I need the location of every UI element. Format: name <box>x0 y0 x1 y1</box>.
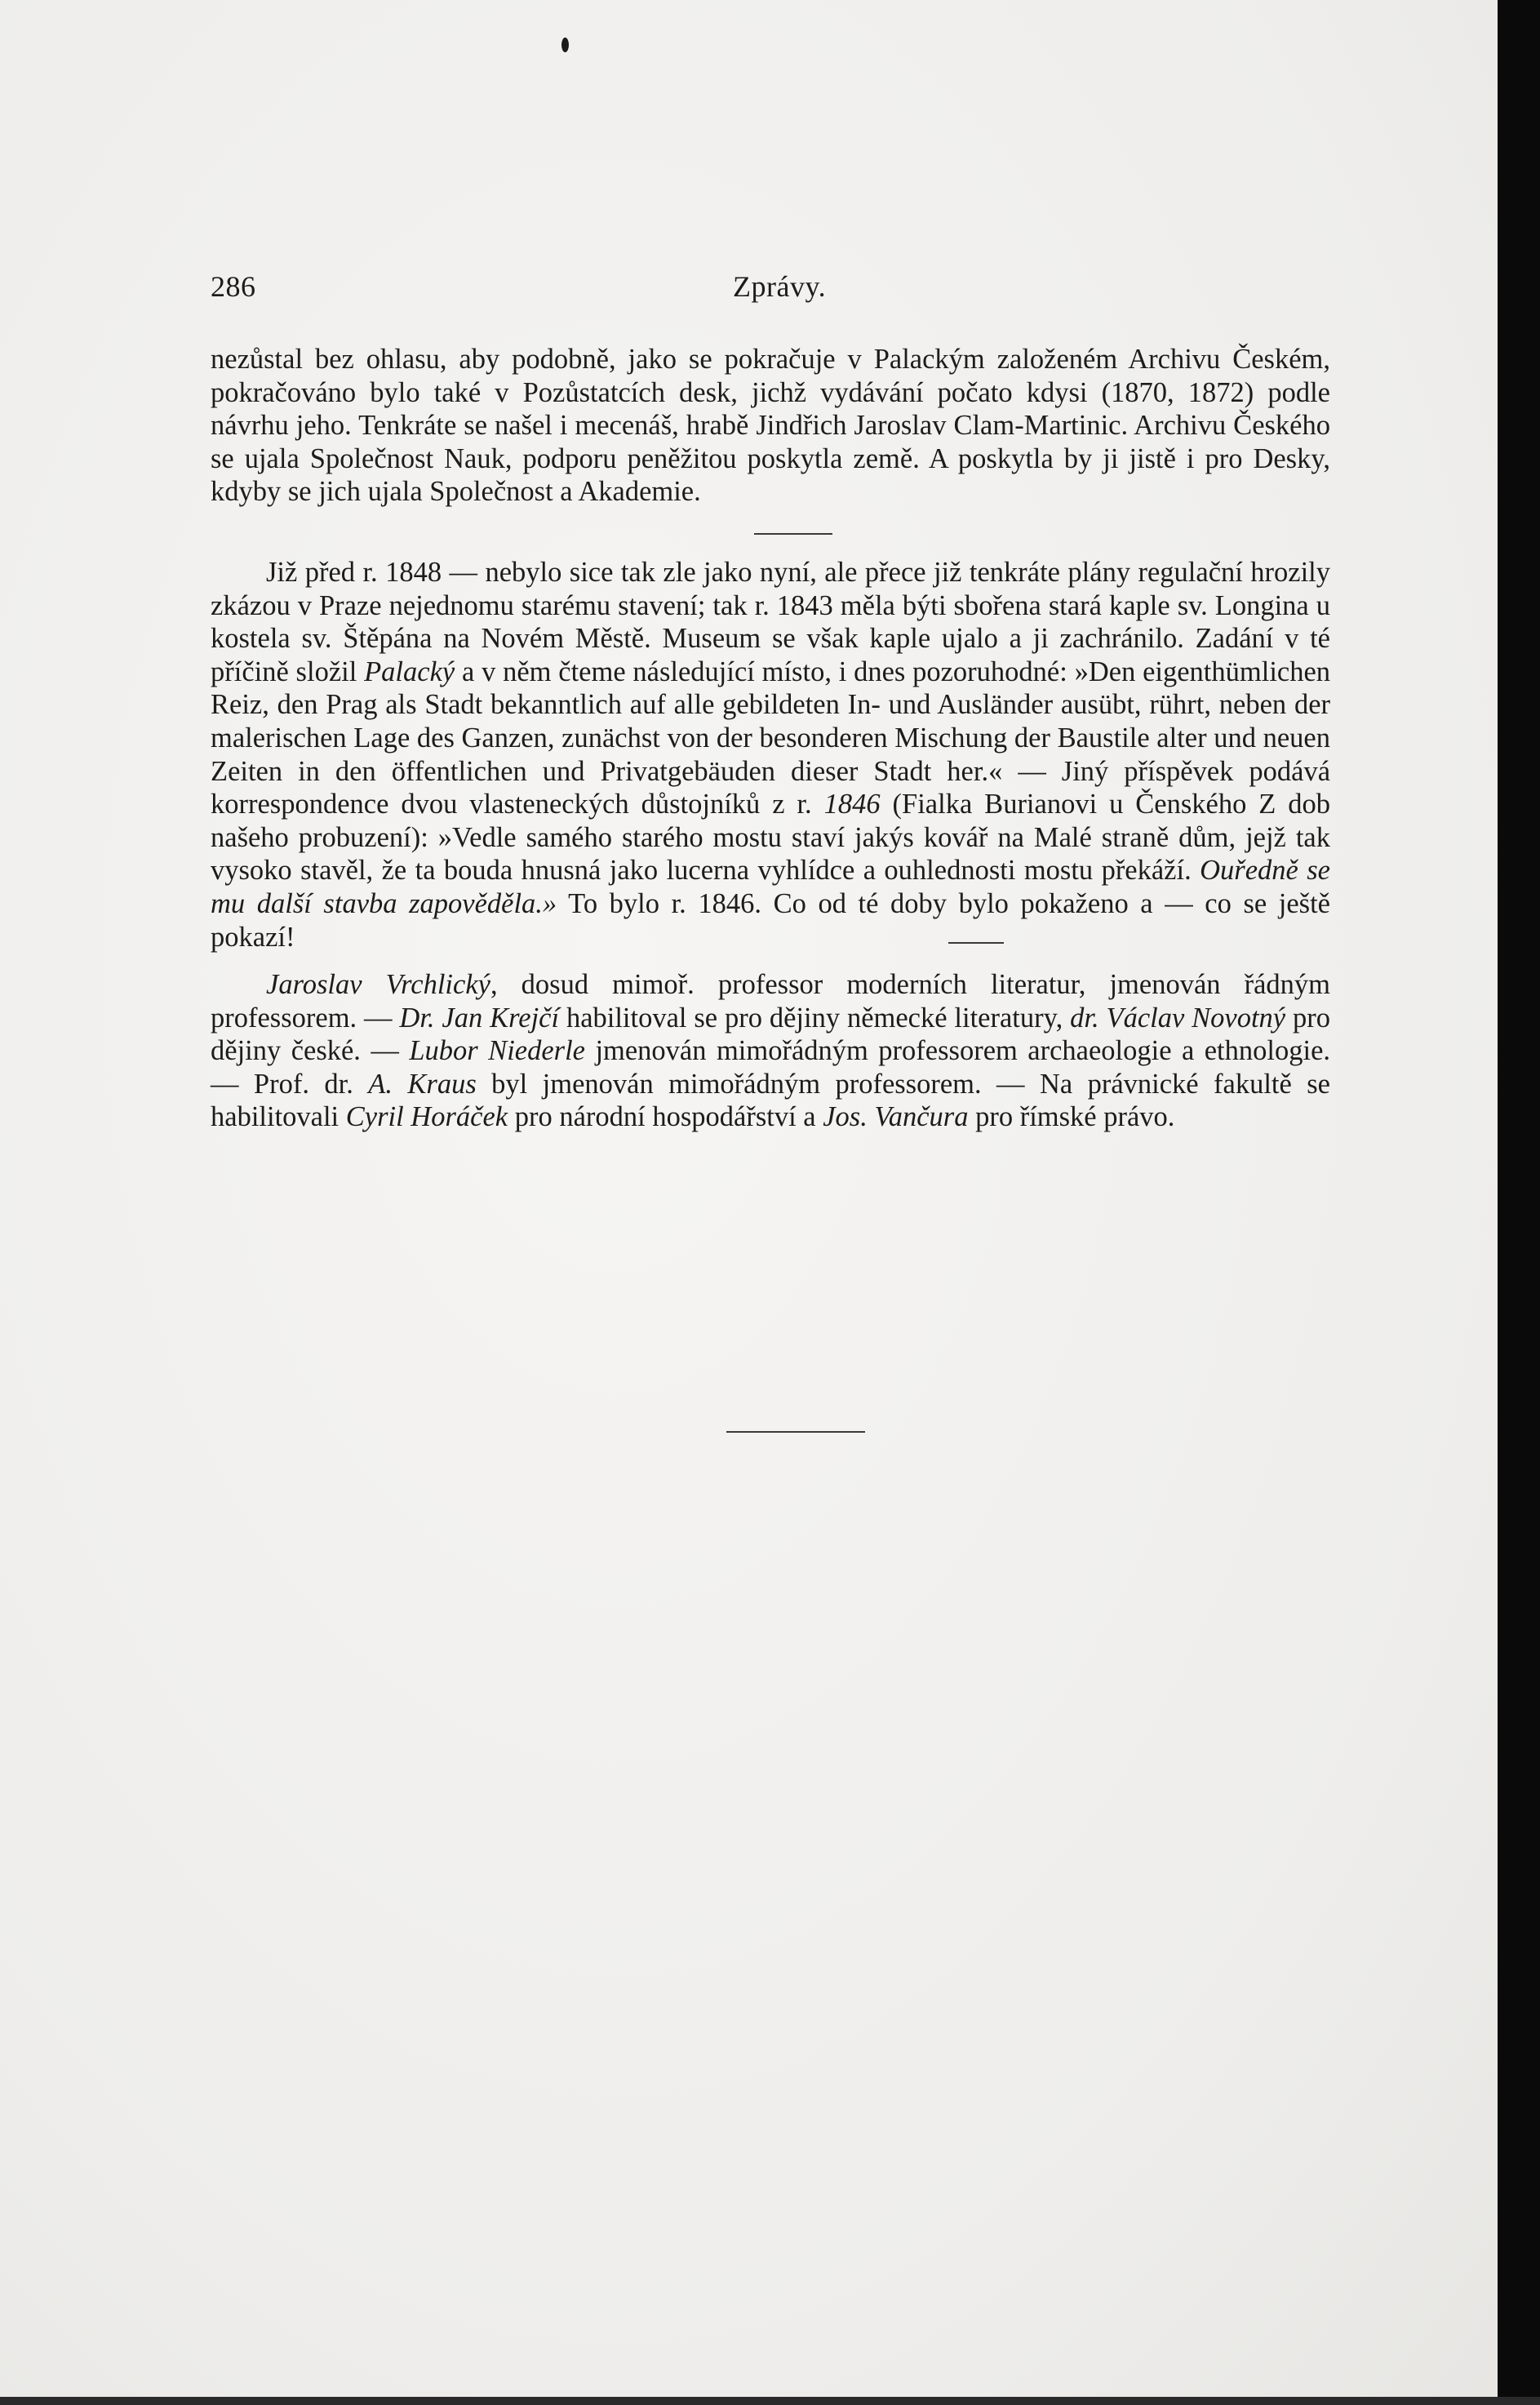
german-quote: »Den eigenthümlichen Reiz, den Prag als Stadt bekanntlich auf alle gebildeten In- und Ausländer ausübt, rührt, neben der malerischen Lage des Ganzen, zunächst von der besonderen Mischung der Baustile alter und neuen Zeiten in den öffentlichen und Privatgebäuden dieser Stadt her.« <box>211 656 1331 787</box>
text-vrchlicky: , dosud mimoř. professor moderních literatur, jmenován řádným professorem. — <box>211 969 1330 1034</box>
page-header <box>211 269 1353 310</box>
closing-remark: To bylo r. 1846. Co od té doby bylo pokaženo a — co se ještě pokazí! <box>211 887 1330 953</box>
name-horacek: Cyril Horáček <box>345 1101 508 1133</box>
official-ban: Ouředně se mu další stavba zapověděla.» <box>211 855 1330 919</box>
quote-lead: a v něm čteme následující místo, i dnes pozoruhodné: <box>461 656 1067 687</box>
running-title: Zprávy. <box>733 270 827 303</box>
chapel-intro: Již před r. 1848 — nebylo sice tak zle jako nyní, ale přece již tenkráte plány regulační hrozily zkázou v Praze nejednomu starému stavení; tak r. 1843 měla býti sbořena stará kaple sv. Longina u kostela sv. Štěpána na Novém Městě. Museum se však kaple ujalo a ji zachránilo. Zadání v té příčině složil <box>211 556 1330 687</box>
text-krejci: habilitoval se pro dějiny německé literatury, <box>566 1002 1063 1034</box>
contribution-text: — Jiný příspěvek podává korrespondence dvou vlasteneckých důstojníků z r. <box>211 755 1331 820</box>
name-kraus: A. Kraus <box>368 1068 477 1100</box>
section-divider <box>754 533 832 535</box>
name-vrchlicky: Jaroslav Vrchlický <box>266 969 490 1001</box>
end-divider <box>726 1431 865 1433</box>
scan-bottom-border <box>0 2397 1540 2405</box>
text-novotny: pro dějiny české. — <box>211 1002 1330 1067</box>
page-number: 286 <box>211 270 256 303</box>
article-body <box>211 343 1330 1134</box>
name-vancura: Jos. Vančura <box>823 1101 969 1133</box>
text-niederle: jmenován mimořádným professorem archaeologie a ethnologie. — Prof. dr. <box>211 1035 1331 1100</box>
minor-divider <box>948 942 1004 944</box>
text-vancura: pro římské právo. <box>975 1101 1175 1133</box>
name-krejci: Dr. Jan Krejčí <box>399 1002 560 1034</box>
scan-right-border <box>1498 0 1540 2405</box>
paragraph-chapel <box>211 556 1330 954</box>
quote-source: (Fialka Burianovi u Čenského Z dob našeho probuzení): <box>211 789 1331 853</box>
scan-artifact-dot <box>561 38 569 52</box>
paragraph-archives: nezůstal bez ohlasu, aby podobně, jako se pokračuje v Palackým založeném Archivu Českém, pokračováno bylo také v Pozůstatcích desk, jichž vydávání počato kdysi (1870, 1872) podle návrhu jeho. Tenkráte se našel i mecenáš, hrabě Jindřich Jaroslav Clam-Martinic. Archivu Českého se ujala Společnost Nauk, podporu peněžitou poskytla země. A poskytla by ji jistě i pro Desky, kdyby se jich ujala Společnost a Akademie. <box>211 344 1330 508</box>
text-kraus: byl jmenován mimořádným professorem. — Na právnické fakultě se habilitovali <box>211 1068 1330 1133</box>
year-1846: 1846 <box>823 789 881 820</box>
name-niederle: Lubor Niederle <box>409 1035 585 1067</box>
name-novotny: dr. Václav Novotný <box>1070 1002 1286 1034</box>
czech-quote: »Vedle samého starého mostu staví jakýs kovář na Malé straně dům, jejž tak vysoko stavěl, že ta bouda hnusná jako lucerna vyhlídce a ouhlednosti mostu překáží. <box>211 821 1330 887</box>
paragraph-appointments <box>211 968 1330 1134</box>
author-palacky: Palacký <box>364 656 455 687</box>
text-horacek: pro národní hospodářství a <box>514 1101 816 1133</box>
